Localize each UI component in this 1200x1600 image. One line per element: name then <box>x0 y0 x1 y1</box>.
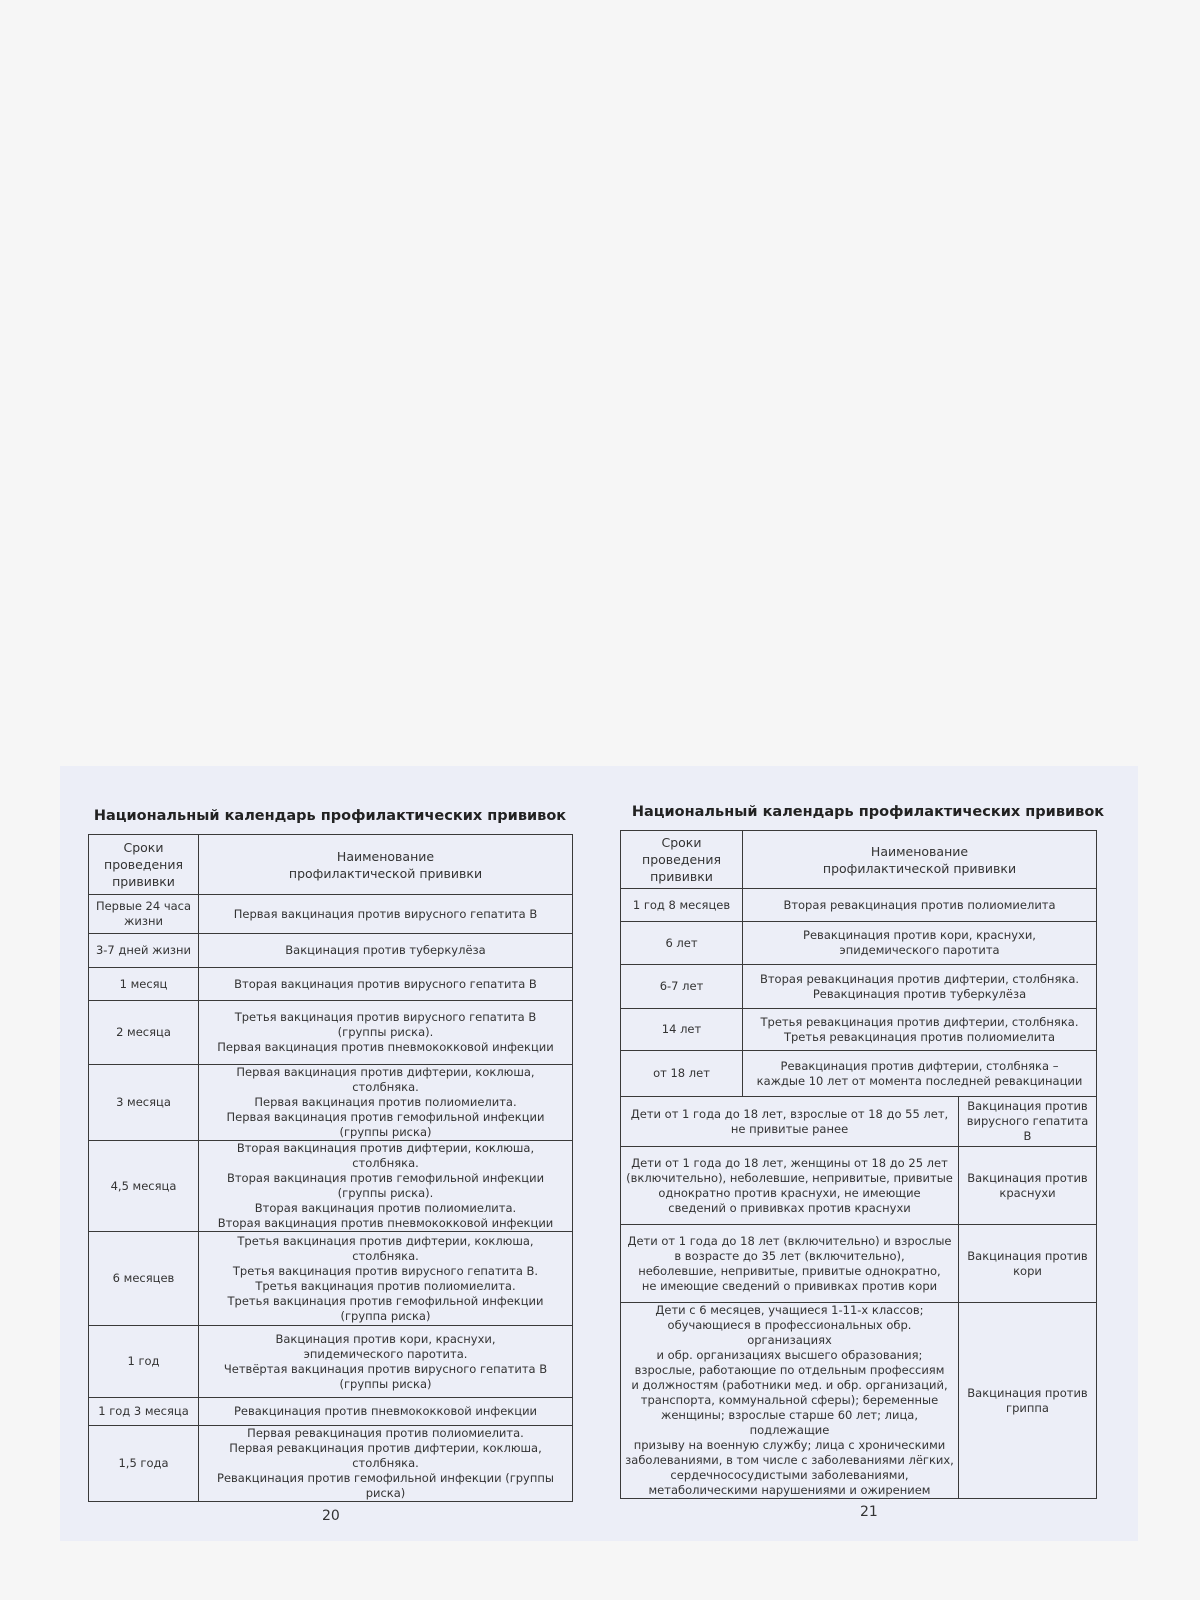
term-cell: 1,5 года <box>89 1426 199 1502</box>
table-row <box>621 1147 1097 1225</box>
term-cell: 6 лет <box>621 922 743 965</box>
right-page <box>598 766 1138 1541</box>
vaccine-cell: Третья ревакцинация против дифтерии, столбняка. Третья ревакцинация против полиомиелита <box>743 1009 1097 1051</box>
vaccination-table <box>620 830 1097 1097</box>
term-cell: 1 месяц <box>89 968 199 1001</box>
vaccine-cell: Вакцинация против кори, краснухи, эпидемического паротита. Четвёртая вакцинация против вирусного гепатита В (группы риска) <box>199 1326 573 1398</box>
table-row <box>621 1009 1097 1051</box>
page-title: Национальный календарь профилактических прививок <box>93 808 567 824</box>
vaccine-cell: Ревакцинация против кори, краснухи, эпидемического паротита <box>743 922 1097 965</box>
page-title: Национальный календарь профилактических прививок <box>631 804 1105 820</box>
group-cell: Дети с 6 месяцев, учащиеся 1-11-х классов; обучающиеся в профессиональных обр. организациях и обр. организациях высшего образования; взрослые, работающие по отдельным профессиям и должностям (работники мед. и обр. организаций, транспорта, коммунальной сферы); беременные женщины; взрослые старше 60 лет; лица, подлежащие призыву на военную службу; лица с хроническими заболеваниями, в том числе с заболеваниями лёгких, сердечнососудистыми заболеваниями, метаболическими нарушениями и ожирением <box>621 1303 959 1499</box>
column-header-name: Наименование профилактической прививки <box>743 831 1097 889</box>
term-cell: 14 лет <box>621 1009 743 1051</box>
term-cell: Первые 24 часа жизни <box>89 895 199 934</box>
vaccine-cell: Вакцинация против краснухи <box>959 1147 1097 1225</box>
term-cell: 6-7 лет <box>621 965 743 1009</box>
left-page <box>60 766 600 1541</box>
table-row <box>621 922 1097 965</box>
table-row <box>89 1232 573 1326</box>
table-row <box>621 1303 1097 1499</box>
term-cell: 3 месяца <box>89 1065 199 1141</box>
table-row <box>89 1326 573 1398</box>
vaccine-cell: Вакцинация против гриппа <box>959 1303 1097 1499</box>
group-cell: Дети от 1 года до 18 лет, взрослые от 18 до 55 лет, не привитые ранее <box>621 1097 959 1147</box>
term-cell: от 18 лет <box>621 1051 743 1097</box>
term-cell: 1 год 8 месяцев <box>621 889 743 922</box>
page-number: 21 <box>860 1504 878 1520</box>
column-header-term: Сроки проведения прививки <box>621 831 743 889</box>
table-header-row <box>89 835 573 895</box>
term-cell: 1 год 3 месяца <box>89 1398 199 1426</box>
table-row <box>621 1225 1097 1303</box>
vaccine-cell: Вторая ревакцинация против дифтерии, столбняка. Ревакцинация против туберкулёза <box>743 965 1097 1009</box>
table-row <box>89 1141 573 1232</box>
vaccine-cell: Вакцинация против кори <box>959 1225 1097 1303</box>
table-row <box>89 1001 573 1065</box>
vaccine-cell: Первая вакцинация против вирусного гепатита В <box>199 895 573 934</box>
vaccine-cell: Вторая вакцинация против вирусного гепатита В <box>199 968 573 1001</box>
vaccination-table <box>88 834 573 1502</box>
vaccine-cell: Вакцинация против вирусного гепатита В <box>959 1097 1097 1147</box>
table-row <box>621 889 1097 922</box>
vaccine-cell: Вакцинация против туберкулёза <box>199 934 573 968</box>
risk-groups-table <box>620 1096 1097 1499</box>
table-row <box>621 1097 1097 1147</box>
column-header-term: Сроки проведения прививки <box>89 835 199 895</box>
table-row <box>89 934 573 968</box>
term-cell: 6 месяцев <box>89 1232 199 1326</box>
vaccine-cell: Ревакцинация против пневмококковой инфекции <box>199 1398 573 1426</box>
vaccine-cell: Третья вакцинация против вирусного гепатита В (группы риска). Первая вакцинация против пневмококковой инфекции <box>199 1001 573 1065</box>
term-cell: 3-7 дней жизни <box>89 934 199 968</box>
vaccine-cell: Третья вакцинация против дифтерии, коклюша, столбняка. Третья вакцинация против вирусного гепатита В. Третья вакцинация против полиомиелита. Третья вакцинация против гемофильной инфекции (группа риска) <box>199 1232 573 1326</box>
term-cell: 2 месяца <box>89 1001 199 1065</box>
term-cell: 1 год <box>89 1326 199 1398</box>
table-header-row <box>621 831 1097 889</box>
vaccine-cell: Ревакцинация против дифтерии, столбняка – каждые 10 лет от момента последней ревакцинации <box>743 1051 1097 1097</box>
column-header-name: Наименование профилактической прививки <box>199 835 573 895</box>
table-row <box>89 1065 573 1141</box>
vaccine-cell: Первая вакцинация против дифтерии, коклюша, столбняка. Первая вакцинация против полиомиелита. Первая вакцинация против гемофильной инфекции (группы риска) <box>199 1065 573 1141</box>
table-row <box>89 1426 573 1502</box>
table-row <box>89 968 573 1001</box>
group-cell: Дети от 1 года до 18 лет, женщины от 18 до 25 лет (включительно), неболевшие, непривитые, привитые однократно против краснухи, не имеющие сведений о прививках против краснухи <box>621 1147 959 1225</box>
vaccine-cell: Вторая вакцинация против дифтерии, коклюша, столбняка. Вторая вакцинация против гемофильной инфекции (группы риска). Вторая вакцинация против полиомиелита. Вторая вакцинация против пневмококковой инфекции <box>199 1141 573 1232</box>
table-row <box>89 1398 573 1426</box>
term-cell: 4,5 месяца <box>89 1141 199 1232</box>
table-row <box>89 895 573 934</box>
table-row <box>621 1051 1097 1097</box>
group-cell: Дети от 1 года до 18 лет (включительно) и взрослые в возрасте до 35 лет (включительно), неболевшие, непривитые, привитые однократно, не имеющие сведений о прививках против кори <box>621 1225 959 1303</box>
vaccine-cell: Первая ревакцинация против полиомиелита. Первая ревакцинация против дифтерии, коклюша, столбняка. Ревакцинация против гемофильной инфекции (группы риска) <box>199 1426 573 1502</box>
page-number: 20 <box>322 1508 340 1524</box>
table-row <box>621 965 1097 1009</box>
vaccine-cell: Вторая ревакцинация против полиомиелита <box>743 889 1097 922</box>
